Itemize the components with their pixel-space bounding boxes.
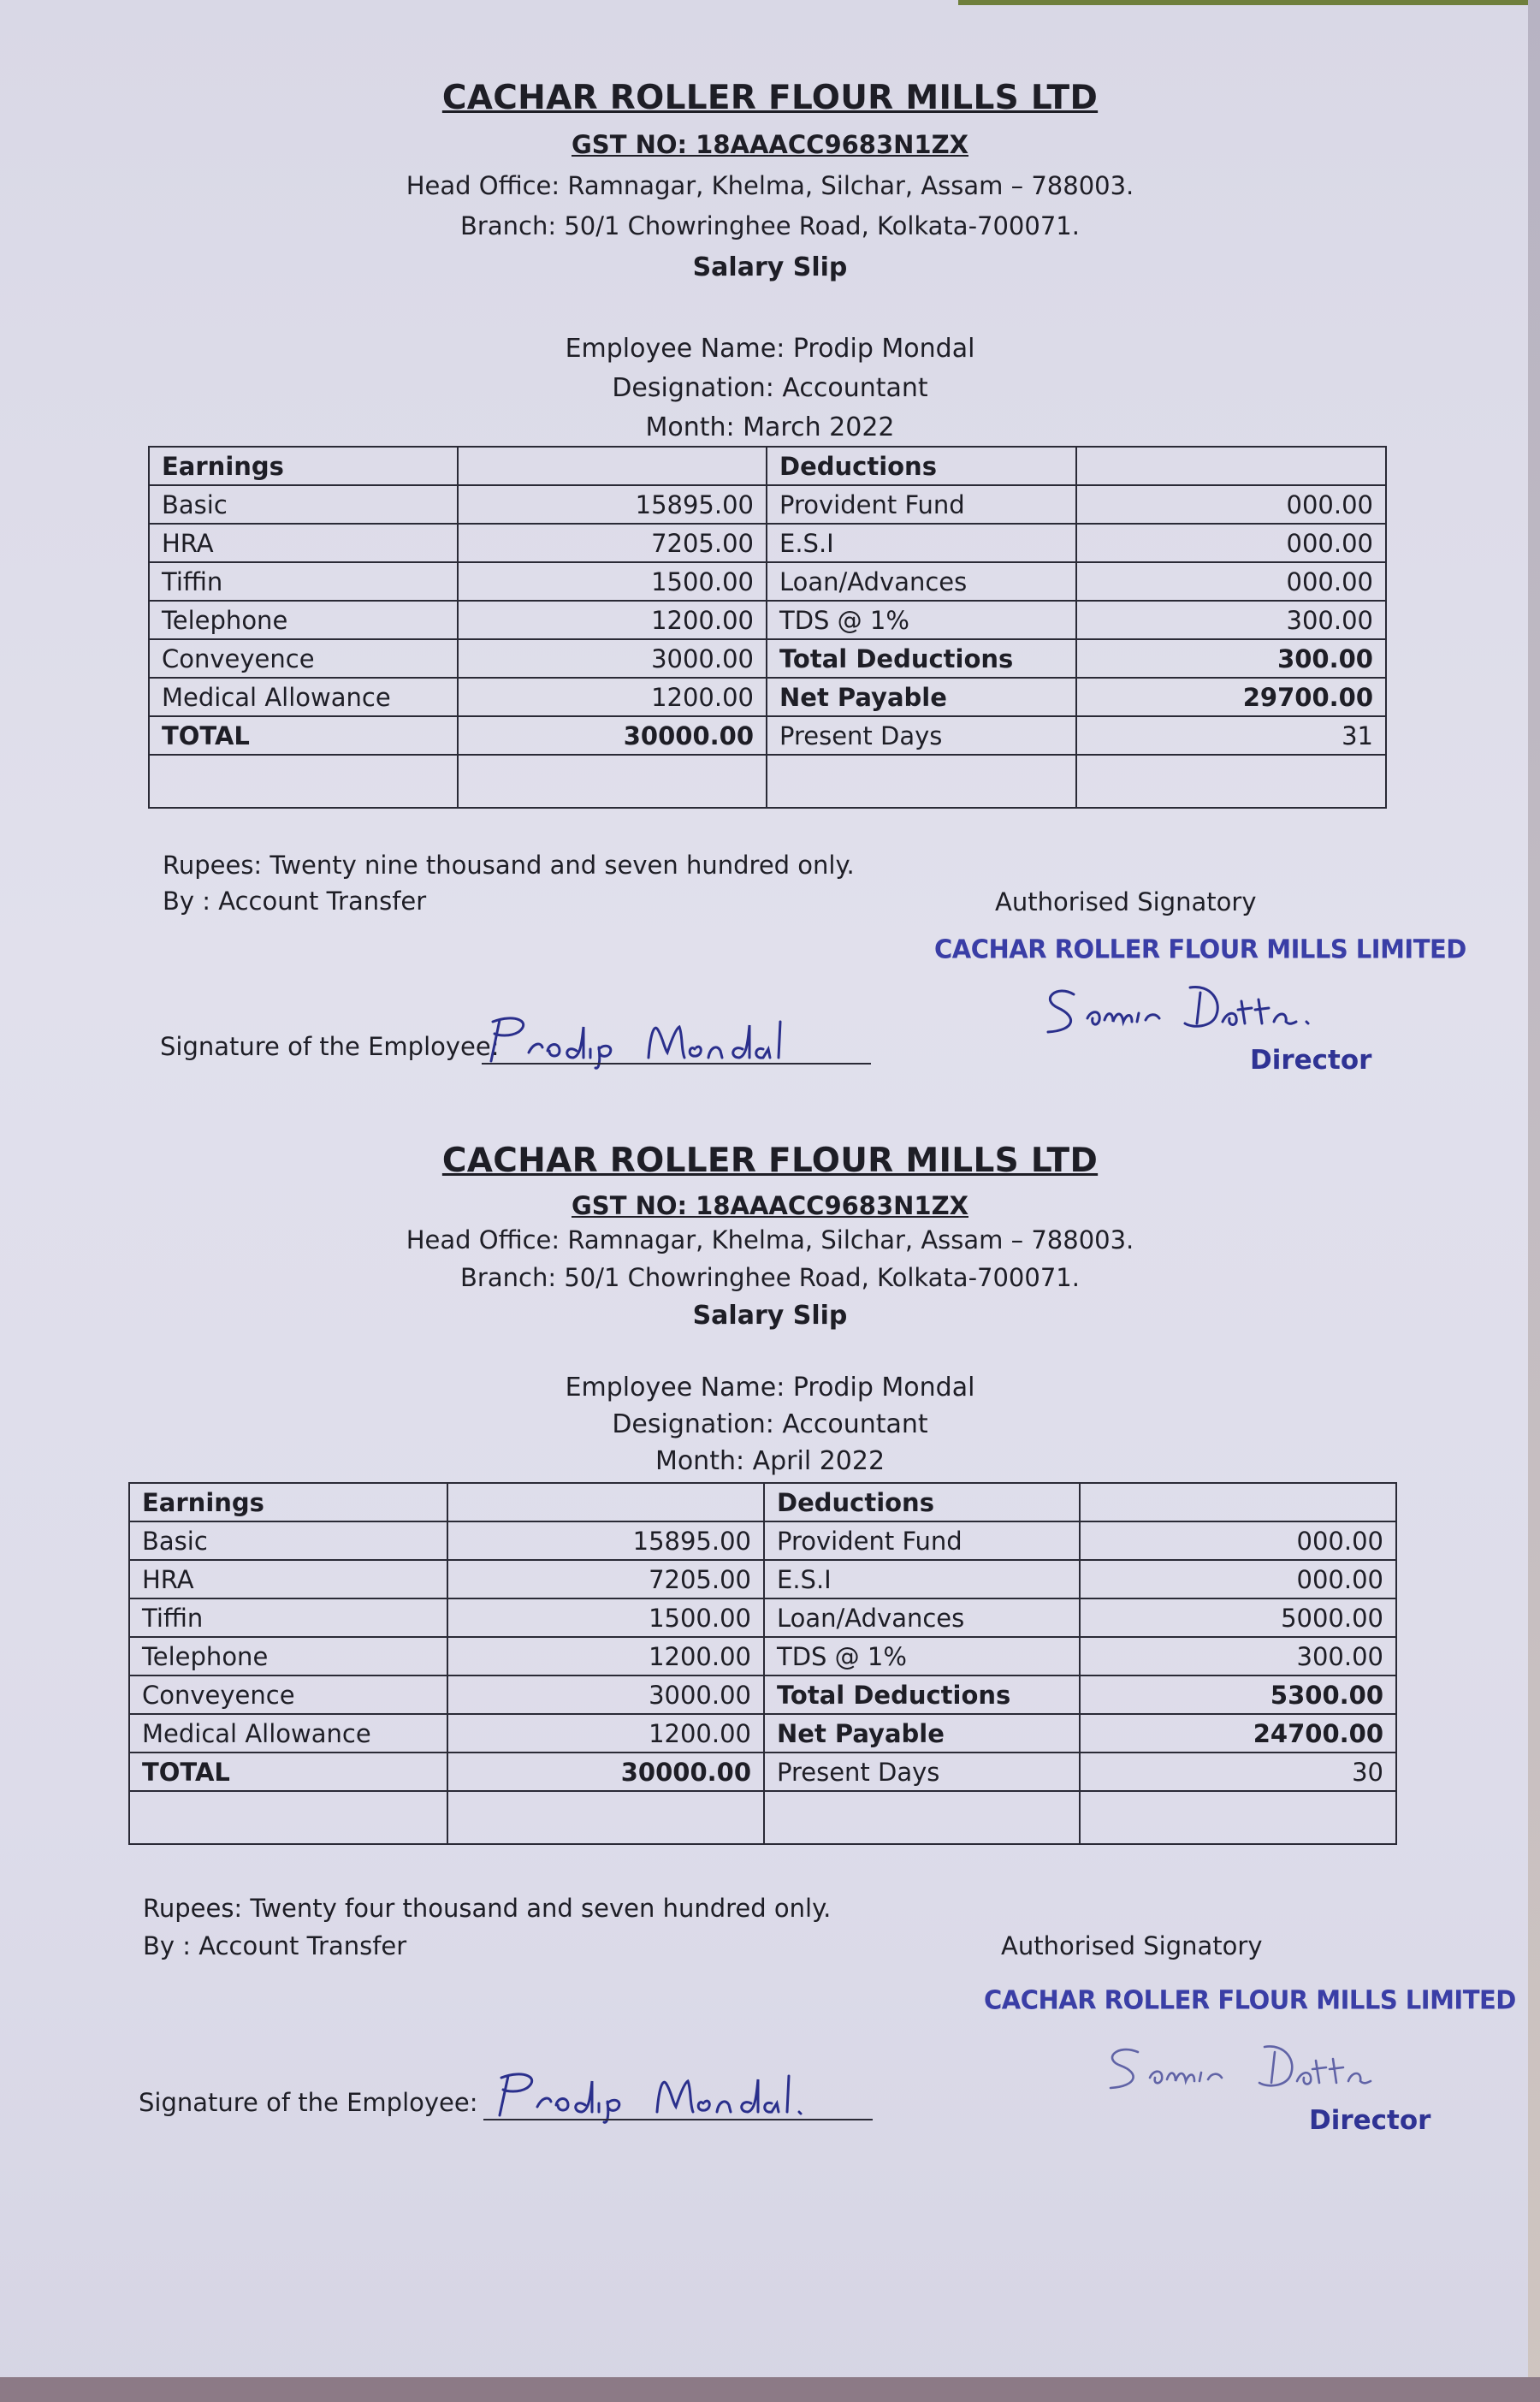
earning-amount: 7205.00 — [458, 524, 767, 562]
empty-cell — [764, 1791, 1080, 1844]
table-row — [149, 485, 1386, 524]
director-signature — [1040, 976, 1382, 1044]
employee-signature-line — [483, 2119, 873, 2120]
branch-address: Branch: 50/1 Chowringhee Road, Kolkata-700071. — [460, 211, 1080, 240]
table-header-row — [149, 447, 1386, 485]
authorised-signatory-label: Authorised Signatory — [1001, 1931, 1263, 1960]
designation: Designation: Accountant — [612, 373, 928, 403]
earning-amount: 1200.00 — [447, 1637, 764, 1675]
deduction-label: E.S.I — [767, 524, 1076, 562]
table-row — [149, 678, 1386, 716]
empty-cell — [1080, 1483, 1396, 1521]
director-signature — [1099, 2037, 1441, 2105]
earnings-header: Earnings — [129, 1483, 447, 1521]
empty-cell — [1076, 447, 1386, 485]
table-header-row — [129, 1483, 1396, 1521]
branch-address: Branch: 50/1 Chowringhee Road, Kolkata-700071. — [460, 1263, 1080, 1292]
deduction-amount: 000.00 — [1080, 1521, 1396, 1560]
earnings-header: Earnings — [149, 447, 458, 485]
payment-mode: By : Account Transfer — [143, 1931, 407, 1960]
earning-amount: 7205.00 — [447, 1560, 764, 1598]
earning-amount: 15895.00 — [458, 485, 767, 524]
salary-table — [148, 446, 1387, 809]
earning-amount: 3000.00 — [447, 1675, 764, 1714]
earning-label: Tiffin — [129, 1598, 447, 1637]
earning-label: Conveyence — [129, 1675, 447, 1714]
earning-label: Medical Allowance — [149, 678, 458, 716]
deduction-amount: 000.00 — [1076, 562, 1386, 601]
company-name: CACHAR ROLLER FLOUR MILLS LTD — [441, 1142, 1099, 1180]
table-row — [149, 639, 1386, 678]
deduction-amount: 000.00 — [1076, 485, 1386, 524]
company-stamp: CACHAR ROLLER FLOUR MILLS LIMITED — [934, 934, 1466, 964]
gst-number: GST NO: 18AAACC9683N1ZX — [572, 130, 968, 159]
employee-signature-line — [482, 1063, 871, 1065]
table-row — [149, 524, 1386, 562]
deduction-label: Loan/Advances — [764, 1598, 1080, 1637]
employee-signature-label: Signature of the Employee: — [139, 2088, 478, 2117]
earning-amount: 1200.00 — [458, 678, 767, 716]
deduction-label: Provident Fund — [764, 1521, 1080, 1560]
pay-month: Month: March 2022 — [645, 412, 895, 442]
empty-cell — [129, 1791, 447, 1844]
earning-amount: 1500.00 — [458, 562, 767, 601]
total-deductions-label: Total Deductions — [764, 1675, 1080, 1714]
slip-title: Salary Slip — [692, 252, 848, 282]
deductions-header: Deductions — [767, 447, 1076, 485]
table-blank-row — [149, 755, 1386, 808]
table-row — [149, 601, 1386, 639]
head-office-address: Head Office: Ramnagar, Khelma, Silchar, Assam – 788003. — [406, 1225, 1134, 1254]
earning-amount: 15895.00 — [447, 1521, 764, 1560]
total-label: TOTAL — [149, 716, 458, 755]
employee-signature-label: Signature of the Employee: — [160, 1032, 500, 1061]
slip-title: Salary Slip — [692, 1301, 848, 1331]
net-payable-amount: 24700.00 — [1080, 1714, 1396, 1753]
deduction-amount: 300.00 — [1076, 601, 1386, 639]
total-deductions-amount: 5300.00 — [1080, 1675, 1396, 1714]
empty-cell — [767, 755, 1076, 808]
earning-amount: 1500.00 — [447, 1598, 764, 1637]
earning-label: HRA — [129, 1560, 447, 1598]
salary-table — [128, 1482, 1397, 1845]
table-row — [129, 1714, 1396, 1753]
table-row — [129, 1753, 1396, 1791]
deduction-amount: 000.00 — [1076, 524, 1386, 562]
table-row — [129, 1560, 1396, 1598]
earning-label: Basic — [149, 485, 458, 524]
stamp-role: Director — [1250, 1045, 1372, 1076]
deduction-amount: 300.00 — [1080, 1637, 1396, 1675]
empty-cell — [1080, 1791, 1396, 1844]
deduction-label: Provident Fund — [767, 485, 1076, 524]
earning-label: Telephone — [129, 1637, 447, 1675]
total-deductions-amount: 300.00 — [1076, 639, 1386, 678]
amount-in-words: Rupees: Twenty nine thousand and seven hundred only. — [163, 851, 855, 880]
empty-cell — [458, 755, 767, 808]
empty-cell — [447, 1483, 764, 1521]
company-name: CACHAR ROLLER FLOUR MILLS LTD — [441, 79, 1099, 117]
deduction-label: E.S.I — [764, 1560, 1080, 1598]
total-deductions-label: Total Deductions — [767, 639, 1076, 678]
present-days-value: 31 — [1076, 716, 1386, 755]
table-row — [129, 1521, 1396, 1560]
table-row — [129, 1675, 1396, 1714]
employee-name: Employee Name: Prodip Mondal — [565, 334, 975, 364]
total-label: TOTAL — [129, 1753, 447, 1791]
payment-mode: By : Account Transfer — [163, 887, 427, 916]
earning-label: Conveyence — [149, 639, 458, 678]
earning-label: Medical Allowance — [129, 1714, 447, 1753]
deduction-amount: 5000.00 — [1080, 1598, 1396, 1637]
empty-cell — [149, 755, 458, 808]
authorised-signatory-label: Authorised Signatory — [995, 887, 1257, 916]
net-payable-amount: 29700.00 — [1076, 678, 1386, 716]
deduction-amount: 000.00 — [1080, 1560, 1396, 1598]
table-row — [129, 1598, 1396, 1637]
deduction-label: TDS @ 1% — [767, 601, 1076, 639]
earning-label: HRA — [149, 524, 458, 562]
present-days-label: Present Days — [764, 1753, 1080, 1791]
present-days-label: Present Days — [767, 716, 1076, 755]
earning-amount: 1200.00 — [447, 1714, 764, 1753]
empty-cell — [447, 1791, 764, 1844]
deduction-label: Loan/Advances — [767, 562, 1076, 601]
net-payable-label: Net Payable — [767, 678, 1076, 716]
employee-signature — [489, 2064, 883, 2124]
designation: Designation: Accountant — [612, 1409, 928, 1439]
table-row — [149, 716, 1386, 755]
company-stamp: CACHAR ROLLER FLOUR MILLS LIMITED — [984, 1984, 1516, 2015]
deduction-label: TDS @ 1% — [764, 1637, 1080, 1675]
earning-label: Telephone — [149, 601, 458, 639]
employee-name: Employee Name: Prodip Mondal — [565, 1373, 975, 1403]
table-blank-row — [129, 1791, 1396, 1844]
earning-label: Tiffin — [149, 562, 458, 601]
gst-number: GST NO: 18AAACC9683N1ZX — [572, 1191, 968, 1220]
empty-cell — [1076, 755, 1386, 808]
deductions-header: Deductions — [764, 1483, 1080, 1521]
background-edge-top — [958, 0, 1540, 5]
table-row — [149, 562, 1386, 601]
present-days-value: 30 — [1080, 1753, 1396, 1791]
net-payable-label: Net Payable — [764, 1714, 1080, 1753]
amount-in-words: Rupees: Twenty four thousand and seven hundred only. — [143, 1894, 832, 1923]
pay-month: Month: April 2022 — [654, 1446, 886, 1476]
head-office-address: Head Office: Ramnagar, Khelma, Silchar, Assam – 788003. — [406, 171, 1134, 200]
earning-label: Basic — [129, 1521, 447, 1560]
stamp-role: Director — [1309, 2105, 1431, 2136]
employee-signature — [481, 1010, 874, 1070]
background-edge-bottom — [0, 2377, 1540, 2402]
earning-amount: 3000.00 — [458, 639, 767, 678]
table-row — [129, 1637, 1396, 1675]
empty-cell — [458, 447, 767, 485]
earning-amount: 1200.00 — [458, 601, 767, 639]
total-amount: 30000.00 — [447, 1753, 764, 1791]
total-amount: 30000.00 — [458, 716, 767, 755]
